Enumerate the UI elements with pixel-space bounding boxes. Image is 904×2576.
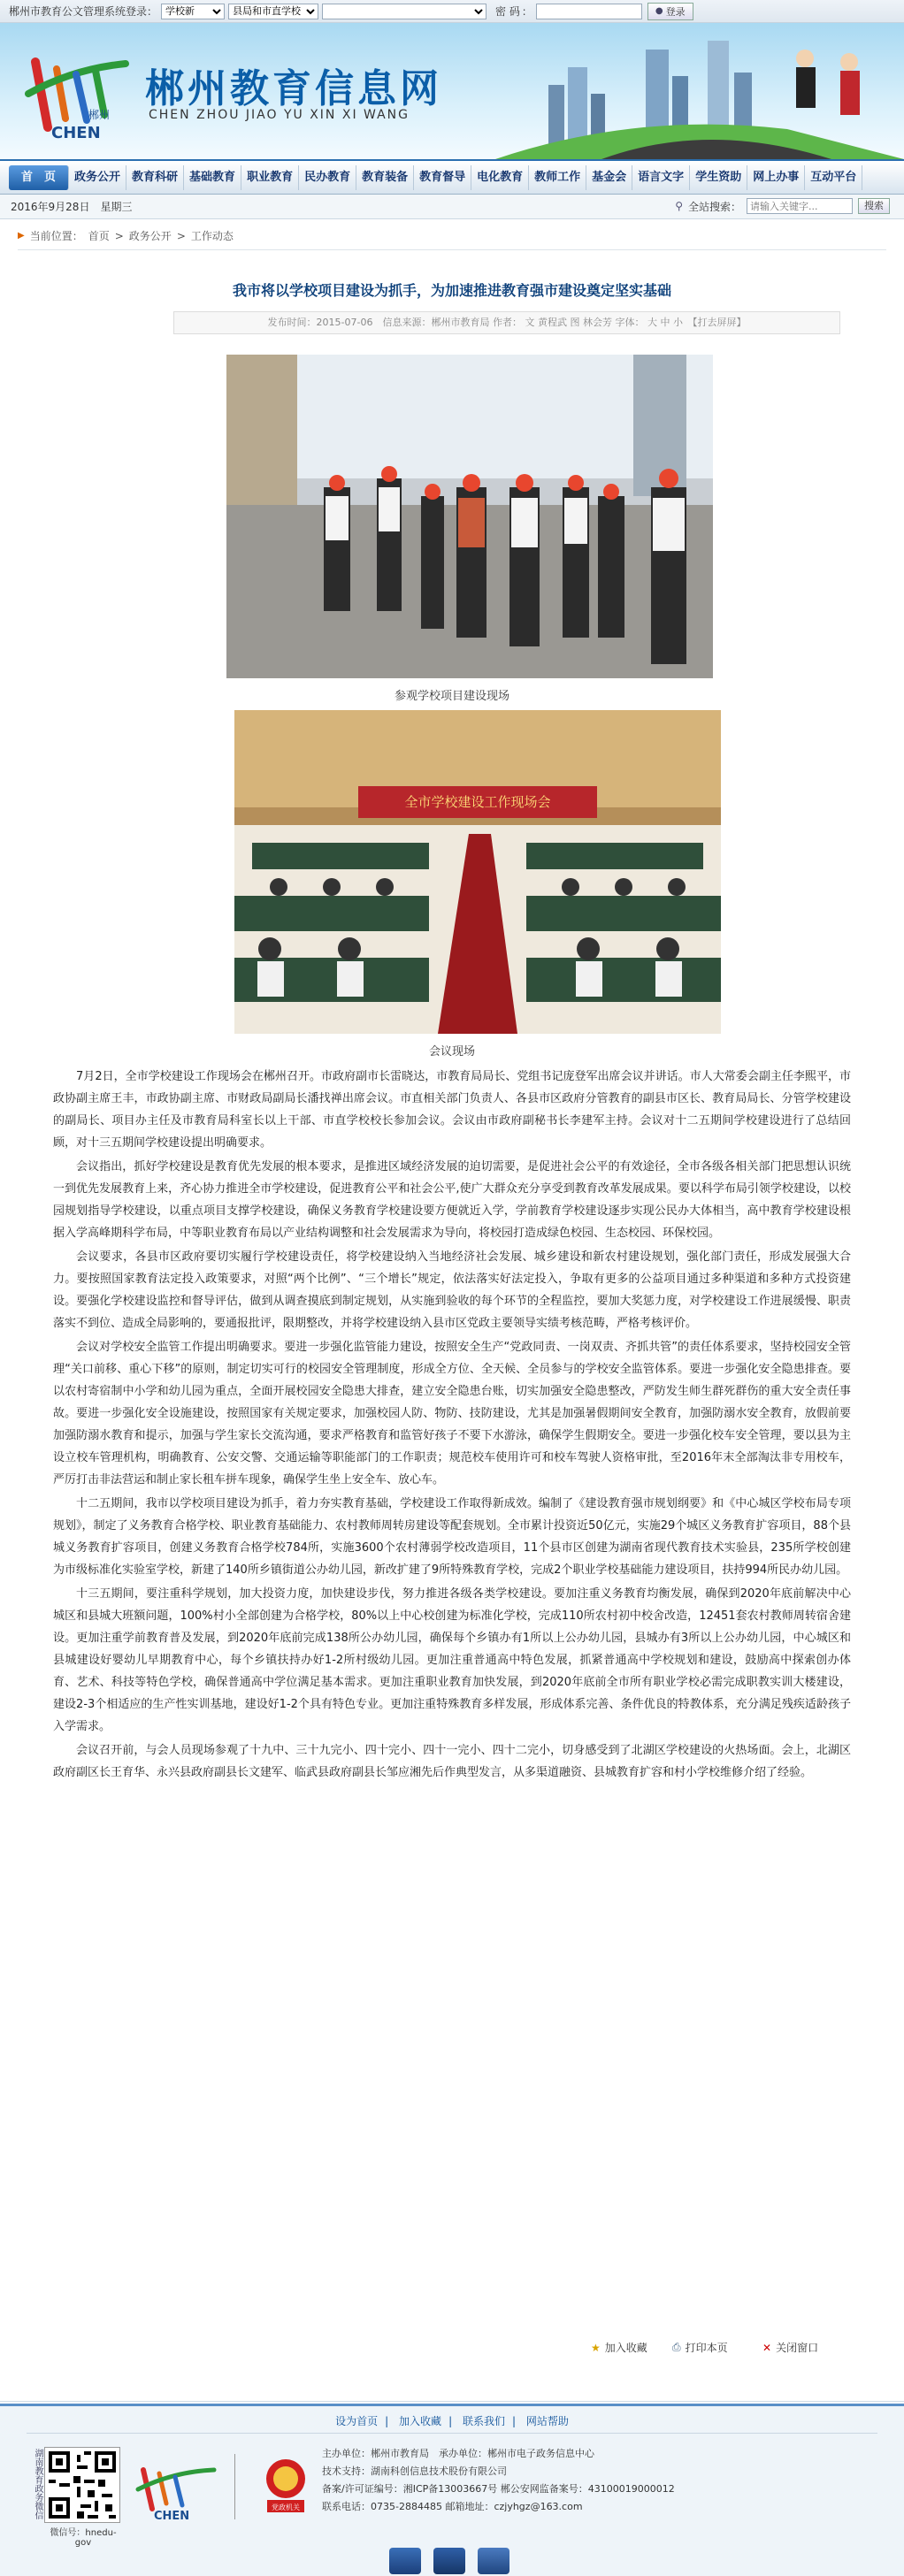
photo-meeting <box>234 710 721 1034</box>
bullet-icon: ▶ <box>18 231 25 241</box>
article-paragraph: 十二五期间，我市以学校项目建设为抓手，着力夯实教育基础，学校建设工作取得新成效。编制了《建设教育强市规划纲要》和《中心城区学校布局专项规划》，制定了义务教育合格学校、职业教育基础能力、农村教师周转房建设等配套规划。全市累计投资近50亿元，实施29个城区义务教育扩容项目，88个县城义务教育扩容项目，创建义务教育合格学校784所，实施3600个农村薄弱学校改造项目，11个县市区创建为湖南省现代教育技术实验县，235所学校创建为市级标准化实验室学校，新建了140所乡镇街道公办幼儿园，新改扩建了9所特殊教育学校，完成2个职业学校基础能力建设项目，扶持994所民办幼儿园。 <box>53 1497 851 1577</box>
contact-us-link[interactable]: 联系我们 <box>462 2415 505 2427</box>
breadcrumb-section[interactable]: 政务公开 <box>128 230 172 242</box>
article-body <box>53 1066 851 1785</box>
unit-select[interactable] <box>322 4 486 19</box>
password-input[interactable] <box>536 4 642 19</box>
article-paragraph: 会议召开前，与会人员现场参观了十九中、三十九完小、四十完小、四十一完小、四十二完小，切身感受到了北湖区学校建设的火热场面。会上，北湖区政府副区长王育华、永兴县政府副县长文建军、临武县政府副县长邹应湘先后作典型发言，从多渠道融资、县城教育扩容和村小学校维修介绍了经验。 <box>53 1744 851 1779</box>
qr-label: 微信号：hnedu-gov <box>50 2528 117 2548</box>
photo-caption-2: 会议现场 <box>428 1045 475 1059</box>
search-label: 全站搜索： <box>687 200 741 213</box>
close-window-button[interactable]: ✕ 关闭窗口 <box>762 2341 819 2354</box>
breadcrumb-label: 当前位置： <box>29 230 83 242</box>
nav-item[interactable]: 首 页 <box>9 165 69 190</box>
breadcrumb-current[interactable]: 工作动态 <box>190 230 234 242</box>
nav-item[interactable]: 基础教育 <box>184 165 241 190</box>
add-favorite-button[interactable]: ★ 加入收藏 <box>591 2341 647 2354</box>
current-date: 2016年9月28日 <box>11 201 90 213</box>
nav-item[interactable]: 教师工作 <box>529 165 586 190</box>
footer-info-line: 联系电话：0735-2884485 邮箱地址：czjyhgz@163.com <box>322 2501 583 2512</box>
nav-item[interactable]: 民办教育 <box>299 165 356 190</box>
photo-site-visit-image <box>226 355 713 678</box>
wechat-vertical-label: 湖南教育政务微信 <box>33 2449 42 2519</box>
article-paragraph: 十三五期间，要注重科学规划，加大投资力度，加快建设步伐，努力推进各级各类学校建设。要加注重义务教育均衡发展，确保到2020年底前解决中心城区和县城大班额问题，100%村小全部创建为合格学校，80%以上中心校创建为标准化学校，完成110所农村初中校舍改造，12451套农村教师周转宿舍建设。更加注重学前教育普及发展，到2020年底前完成138所公办幼儿园，确保每个乡镇办有1所以上公办幼儿园，县城办有3所以上公办幼儿园，中心城区和县城建设好婴幼儿早期教育中心，每个乡镇扶持办好1-2所村级幼儿园。更加注重普通高中特色发展，抓紧普通高中学校规划和建设，鼓励高中探索创办体育、艺术、科技等特色学校，确保普通高中学位满足基本需求。更加注重职业教育加快发展，到2020年底前全市所有职业学校必需完成职教实训大楼建设，建设2-3个相适应的生产性实训基地，建设好1-2个具有特色专业。更加注重特殊教育多样发展，形成体系完善、条件优良的特教体系，充分满足残疾适龄孩子入学需求。 <box>53 1587 851 1733</box>
footer-logo-icon <box>133 2459 221 2521</box>
user-type-select[interactable] <box>161 4 225 19</box>
divider <box>27 2433 877 2434</box>
login-label: 郴州市教育公文管理系统登录： <box>9 5 158 18</box>
search-button[interactable]: 搜索 <box>858 198 890 214</box>
nav-item[interactable]: 教育督导 <box>414 165 471 190</box>
banner-cityscape-icon <box>495 23 904 159</box>
password-label: 密 码 <box>495 5 520 18</box>
print-button[interactable]: ⎙ 打印本页 <box>672 2341 728 2354</box>
security-icon[interactable] <box>478 2548 509 2574</box>
printer-icon: ⎙ <box>672 2341 681 2353</box>
divider <box>0 2401 904 2402</box>
breadcrumb: ▶ 当前位置： 首页 > 政务公开 > 工作动态 <box>18 229 234 242</box>
set-homepage-link[interactable]: 设为首页 <box>335 2415 379 2427</box>
nav-item[interactable]: 互动平台 <box>805 165 862 190</box>
nav-item[interactable]: 学生资助 <box>690 165 747 190</box>
site-title: 郴州教育信息网 <box>145 66 442 111</box>
svg-text:郴州: 郴州 <box>88 109 111 121</box>
divider <box>234 2454 235 2519</box>
nav-item[interactable]: 政务公开 <box>69 165 126 190</box>
article-paragraph: 7月2日，全市学校建设工作现场会在郴州召开。市政府副市长雷晓达，市教育局局长、党组书记庞登军出席会议并讲话。市人大常委会副主任李熙平，市政协副主席王丰，市政协副主席、市财政局副局长潘找禅出席会议。市直相关部门负责人、各县市区政府分管教育的副县市区长、教育局局长、分管学校建设的副局长、项目办主任及市教育局科室长以上干部、市直学校校长参加会议。会议由市政府副秘书长李建军主持。会议对十二五期间学校建设进行了总结回顾，对十三五期间学校建设提出明确要求。 <box>53 1070 851 1150</box>
site-footer <box>0 2404 904 2576</box>
nav-item[interactable]: 教育科研 <box>126 165 184 190</box>
article-paragraph: 会议指出，抓好学校建设是教育优先发展的根本要求，是推进区域经济发展的迫切需要，是促进社会公平的有效途径，全市各级各相关部门把思想认识统一到优先发展教育上来，齐心协力推进全市学校建设，促进教育公平和社会公平,使广大群众充分享受到教育改革发展成果。要以科学布局引领学校建设，以校园规划指导学校建设，以重点项目支撑学校建设，确保义务教育学校建设要方便就近入学，学前教育学校建设逐步实现公民办大体相当，高中教育学校建设根据入学高峰期科学布局，中等职业教育布局以产业结构调整和社会发展需求为导向，将校园打造成绿色校园、生态校园、环保校园。 <box>53 1160 851 1240</box>
site-search <box>675 198 890 214</box>
nav-item[interactable]: 职业教育 <box>241 165 299 190</box>
footer-info-line: 备案/许可证编号：湘ICP备13003667号 郴公安网监备案号：43100019000012 <box>322 2483 675 2495</box>
nav-item[interactable]: 语言文字 <box>632 165 690 190</box>
svg-text:CHEN: CHEN <box>51 124 101 141</box>
photo-caption-1: 参观学校项目建设现场 <box>394 690 509 703</box>
footer-info <box>322 2445 675 2516</box>
nav-item[interactable]: 网上办事 <box>747 165 805 190</box>
date-search-bar <box>0 195 904 219</box>
svg-text:全市学校建设工作现场会: 全市学校建设工作现场会 <box>404 794 551 810</box>
gov-site-badge-icon[interactable] <box>262 2458 310 2514</box>
nav-item[interactable]: 教育装备 <box>356 165 414 190</box>
article-title: 我市将以学校项目建设为抓手，为加速推进教育强市建设奠定坚实基础 <box>232 282 671 299</box>
current-weekday: 星期三 <box>100 201 133 213</box>
cert-icon[interactable] <box>389 2548 421 2574</box>
article-paragraph: 会议要求，各县市区政府要切实履行学校建设责任，将学校建设纳入当地经济社会发展、城乡建设和新农村建设规划，强化部门责任，形成发展强大合力。要按照国家教育法定投入政策要求，对照“两个比例”、“三个增长”规定，依法落实好法定投入，争取有更多的公益项目通过多种渠道和多种方式投资建设。要强化学校建设监控和督导评估，做到从调查摸底到制定规划，从实施到验收的每个环节的全程监控，要加大奖惩力度，对学校建设工作进展缓慢、职责落实不到位、造成全局影响的，要通报批评，限期整改，并将学校建设纳入县市区党政主要领导实绩考核范畴，严格考核评价。 <box>53 1250 851 1330</box>
svg-text:党政机关: 党政机关 <box>272 2503 300 2511</box>
lock-icon: ● <box>655 6 663 16</box>
search-icon: ⚲ <box>675 200 683 212</box>
photo-meeting-image <box>234 710 721 1034</box>
site-subtitle: CHEN ZHOU JIAO YU XIN XI WANG <box>149 108 410 122</box>
police-icon[interactable] <box>433 2548 465 2574</box>
footer-info-line: 主办单位：郴州市教育局 承办单位：郴州市电子政务信息中心 <box>322 2448 594 2459</box>
footer-links: 设为首页 | 加入收藏 | 联系我们 | 网站帮助 <box>335 2415 569 2427</box>
divider <box>18 249 886 250</box>
qr-code-icon <box>44 2447 120 2523</box>
login-button[interactable]: ● 登录 <box>647 3 693 20</box>
svg-text:CHEN: CHEN <box>154 2510 190 2521</box>
login-bar: 郴州市教育公文管理系统登录： 学校新 县局和市直学校 密 码 ： ● 登录 <box>0 0 904 23</box>
site-banner <box>0 23 904 159</box>
footer-info-line: 技术支持：湖南科创信息技术股份有限公司 <box>322 2465 507 2477</box>
add-favorite-link[interactable]: 加入收藏 <box>399 2415 442 2427</box>
footer-certs <box>389 2548 509 2574</box>
school-select[interactable] <box>228 4 318 19</box>
close-icon: ✕ <box>762 2341 772 2354</box>
star-icon: ★ <box>591 2341 601 2354</box>
photo-site-visit <box>226 355 713 678</box>
site-help-link[interactable]: 网站帮助 <box>525 2415 569 2427</box>
site-logo-icon[interactable] <box>19 42 134 141</box>
main-nav <box>0 159 904 195</box>
breadcrumb-home[interactable]: 首页 <box>88 230 110 242</box>
nav-item[interactable]: 电化教育 <box>471 165 529 190</box>
nav-item[interactable]: 基金会 <box>586 165 632 190</box>
search-input[interactable] <box>747 198 853 214</box>
article-meta: 发布时间：2015-07-06 信息来源：郴州市教育局 作者： 文 黄程武 图 林会芳 字体： 大 中 小 【打去屏屏】 <box>173 311 840 334</box>
article-paragraph: 会议对学校安全监管工作提出明确要求。要进一步强化监管能力建设，按照安全生产“党政同责、一岗双责、齐抓共管”的责任体系要求，坚持校园安全管理“关口前移、重心下移”的原则，制定切实可行的校园安全管理制度，形成全方位、全天候、全员参与的学校安全监管体系。要进一步强化安全隐患排查。要以农村寄宿制中小学和幼儿园为重点，全面开展校园安全隐患大排查，建立安全隐患台账，切实加强安全隐患整改，严防发生师生群死群伤的重大安全责任事故。要进一步强化安全设施建设，按照国家有关规定要求，加强校园人防、物防、技防建设，尤其是加强暑假期间安全教育，加强防溺水安全教育，放假前要加强防溺水教育和提示，加强与学生家长交流沟通，要求严格教育和监管好孩子不要下水游泳，确保学生假期安全。要进一步强化校车安全管理，要以县为主设立校车管理机构，明确教育、公安交警、交通运输等职能部门的工作职责；规范校车使用许可和校车驾驶人资格审批，至2016年末全部淘汰非专用校车，严厉打击非法营运和制止家长租车拼车现象，确保学生坐上安全车、放心车。 <box>53 1341 851 1487</box>
